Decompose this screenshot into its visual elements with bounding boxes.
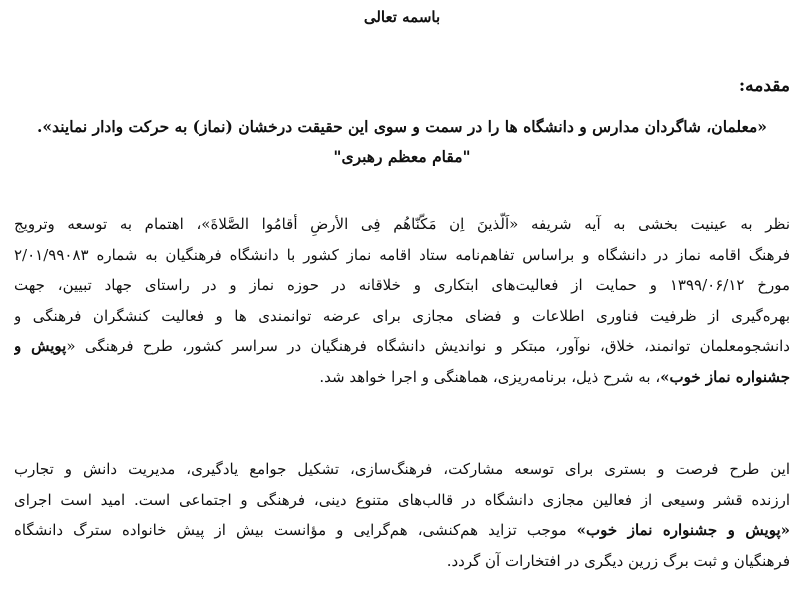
paragraph-line xyxy=(14,515,790,546)
paragraph-text: ، به شرح ذیل، برنامه‌ریزی، هماهنگی و اجرا خواهد شد. xyxy=(319,367,661,386)
invocation-title: باسمه تعالی xyxy=(363,8,441,26)
paragraph-line: فرهنگ اقامه نماز در دانشگاه و براساس تفاهم‌نامه ستاد اقامه نماز کشور با دانشگاه فرهنگیان به شماره ۲/۰۱/۹۹۰۸۳ xyxy=(14,245,790,264)
paragraph-line: فرهنگیان و ثبت برگ زرین دیگری در افتخارات آن گردد. xyxy=(446,551,790,570)
leader-quote xyxy=(0,112,804,172)
paragraph-line: بهره‌گیری از ظرفیت فناوری اطلاعات و فضای مجازی برای عرضه توانمندی ها و فعالیت کنشگران فرهنگی و xyxy=(14,306,790,325)
paragraph-line: این طرح فرصت و بستری برای توسعه مشارکت، فرهنگ‌سازی، تشکیل جوامع یادگیری، مدیریت دانش و تجارب xyxy=(14,460,790,478)
paragraph-text: موجب تزاید هم‌کنشی، هم‌گرایی و مؤانست بیش از پیش خانواده سترگ دانشگاه xyxy=(14,521,577,539)
campaign-name-bold: «پویش و جشنواره نماز خوب» xyxy=(576,521,790,539)
goals-paragraph xyxy=(14,454,790,576)
paragraph-text: دانشجومعلمان توانمند، خلاق، نوآور، مبتکر و نواندیش دانشگاه فرهنگیان در سراسر کشور، طرح فرهنگی « xyxy=(66,337,790,355)
quote-text: «معلمان، شاگردان مدارس و دانشگاه ها را در سمت و سوی این حقیقت درخشان (نماز) به حرکت وادار نمایند». xyxy=(37,117,767,136)
campaign-name-bold: جشنواره نماز خوب» xyxy=(660,367,790,386)
campaign-name-bold: پویش و xyxy=(14,337,67,355)
paragraph-line xyxy=(14,362,790,393)
section-heading: مقدمه: xyxy=(738,76,790,96)
paragraph-line: نظر به عینیت بخشی به آیه شریفه «اَلّذینَ اِن مَکّنّاهُم فِی الأرضِ أقامُوا الصَّلاةَ»، اهتمام به توسعه وترویج xyxy=(14,215,790,233)
quote-attribution: "مقام معظم رهبری" xyxy=(333,147,471,166)
paragraph-line xyxy=(14,331,790,362)
paragraph-line: ارزنده قشر وسیعی از فعالین مجازی دانشگاه در قالب‌های متنوع دینی، فرهنگی و اجتماعی است. امید است اجرای xyxy=(14,490,790,509)
paragraph-line: مورخ ۱۳۹۹/۰۶/۱۲ و حمایت از فعالیت‌های ابتکاری و خلاقانه در حوزه نماز و در راستای جهاد تبیین، جهت xyxy=(14,276,790,294)
intro-paragraph xyxy=(14,209,790,392)
